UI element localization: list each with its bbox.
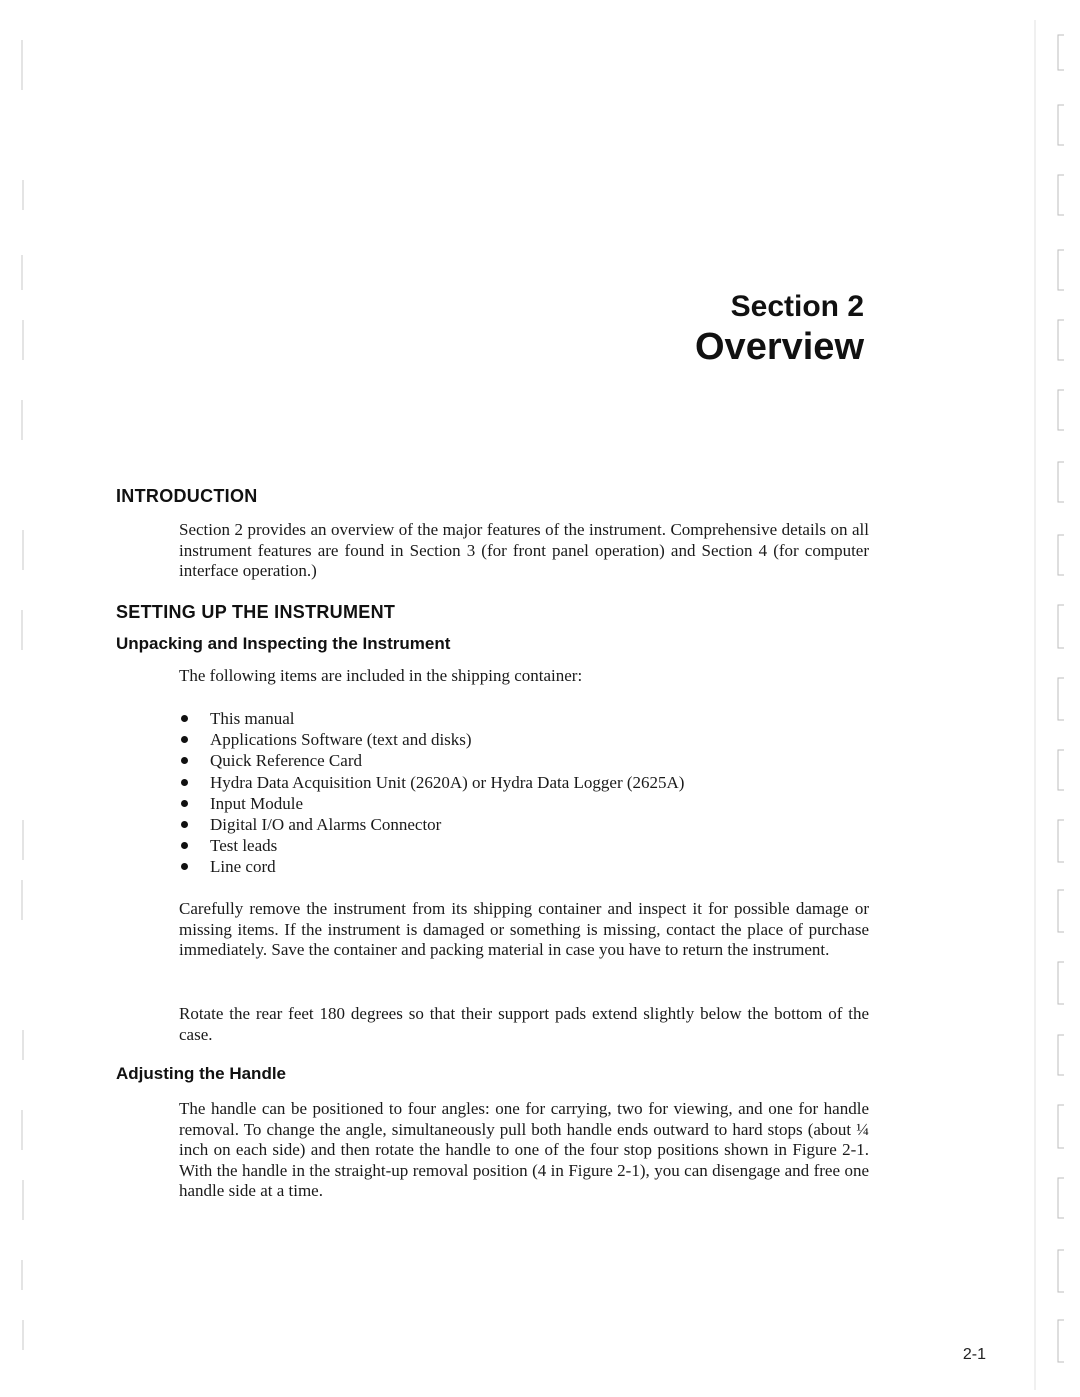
page-title: Overview [695, 326, 864, 368]
bullet-icon [181, 779, 188, 786]
list-item-label: Test leads [210, 836, 278, 856]
list-item [179, 835, 684, 856]
introduction-paragraph: Section 2 provides an overview of the major features of the instrument. Comprehensive details on all instrument features are found in Section 3 (for front panel operation) and Section 4 (for computer interface operation.) [179, 520, 869, 580]
list-item [179, 750, 684, 771]
introduction-heading: INTRODUCTION [116, 486, 258, 506]
list-item [179, 729, 684, 750]
bullet-icon [181, 842, 188, 849]
list-item-label: Quick Reference Card [210, 751, 362, 771]
list-item-label: This manual [210, 709, 295, 728]
bullet-icon [181, 736, 188, 743]
left-scan-edge [0, 0, 40, 1397]
bullet-icon [181, 800, 188, 807]
rear-feet-paragraph: Rotate the rear feet 180 degrees so that their support pads extend slightly below the bottom of the case. [179, 1004, 869, 1044]
shipping-items-list [179, 708, 684, 878]
list-item [179, 793, 684, 814]
shipping-lead-paragraph: The following items are included in the shipping container: [179, 666, 583, 685]
right-scan-edge [1020, 0, 1080, 1397]
setting-up-heading: SETTING UP THE INSTRUMENT [116, 602, 396, 622]
list-item [179, 772, 684, 793]
bullet-icon [181, 715, 188, 722]
list-item [179, 856, 684, 877]
list-item-label: Digital I/O and Alarms Connector [210, 815, 442, 835]
list-item [179, 814, 684, 835]
bullet-icon [181, 757, 188, 764]
list-item [179, 708, 684, 729]
adjusting-handle-heading: Adjusting the Handle [116, 1064, 286, 1083]
unpacking-heading: Unpacking and Inspecting the Instrument [116, 634, 451, 653]
handle-paragraph: The handle can be positioned to four angles: one for carrying, two for viewing, and one for handle removal. To change the angle, simultaneously pull both handle ends outward to hard stops (about ¼ inch on each side) and then rotate the handle to one of the four stop positions shown in Figure 2-1. With the handle in the straight-up removal position (4 in Figure 2-1), you can disengage and free one handle side at a time. [179, 1099, 869, 1200]
list-item-label: Hydra Data Acquisition Unit (2620A) or Hydra Data Logger (2625A) [210, 772, 685, 792]
list-item-label: Input Module [210, 793, 304, 813]
bullet-icon [181, 863, 188, 870]
bullet-icon [181, 821, 188, 828]
page-number: 2-1 [962, 1346, 986, 1363]
list-item-label: Applications Software (text and disks) [210, 730, 472, 750]
section-label: Section 2 [730, 290, 864, 323]
inspection-paragraph: Carefully remove the instrument from its shipping container and inspect it for possible damage or missing items. If the instrument is damaged or something is missing, contact the place of purchase immediately. Save the container and packing material in case you have to return the instrument. [179, 899, 869, 959]
list-item-label: Line cord [210, 857, 276, 877]
